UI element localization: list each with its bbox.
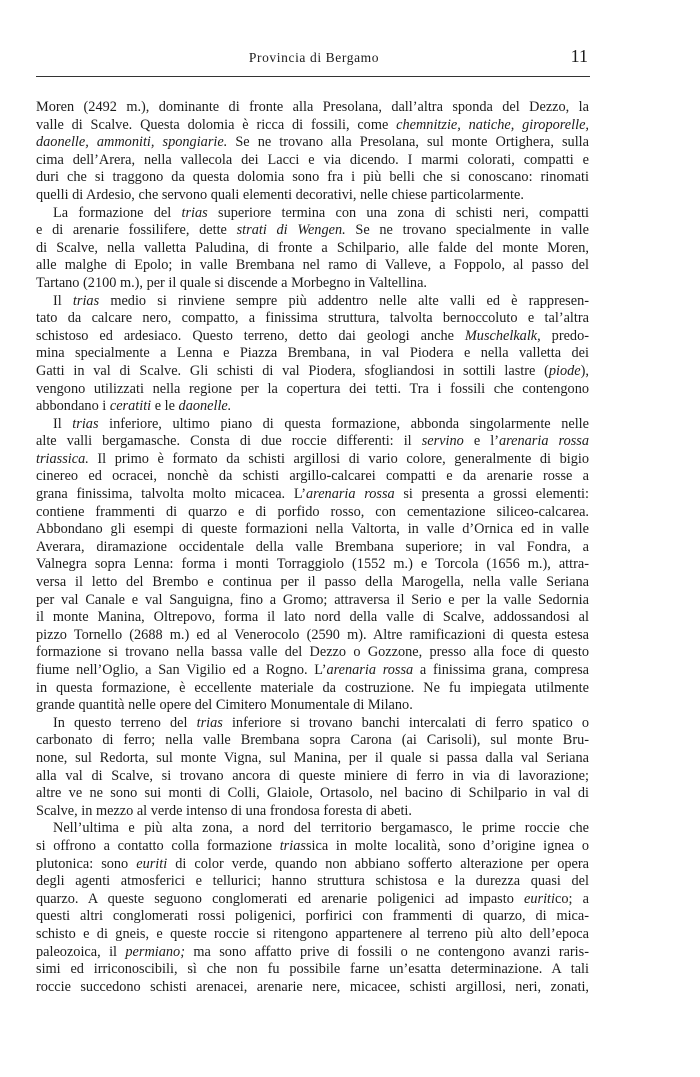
text-line: Il trias medio si rinviene sempre più addentro nelle alte valli ed è rappresen-: [53, 292, 589, 309]
italic-term: arenaria rossa: [498, 433, 590, 450]
text-line: Abbondano gli esempi di queste formazioni nella Valtorta, in valle d’Ornica ed in valle: [36, 521, 589, 538]
text-line: contiene frammenti di quarzo e di porfido rosso, con cementazione siliceo-calcarea.: [36, 503, 589, 520]
text-line: schistoso ed ardesiaco. Questo terreno, detto dai geologi anche Muschelkalk, predo-: [36, 327, 589, 344]
text-line: formazione si trovano nella bassa valle del Dezzo o Gozzone, presso alla foce di questo: [36, 644, 589, 661]
italic-term: arenaria rossa: [306, 486, 395, 503]
text-line: simi ed irriconoscibili, sì che non fu possibile farne un’esatta determinazione. A tali: [36, 961, 589, 978]
text-line: valle di Scalve. Questa dolomia è ricca di fossili, come chemnitzie, natiche, giroporelle,: [36, 116, 589, 133]
page-number: 11: [570, 46, 588, 66]
text-line: alte valli bergamasche. Consta di due roccie differenti: il servino e l’arenaria rossa: [36, 433, 590, 450]
header-rule: [36, 76, 590, 77]
text-line: roccie succedono schisti arenacei, arenarie nere, micacee, schisti argillosi, neri, zonati,: [36, 978, 589, 995]
text-line: e di arenarie fossilifere, dette strati di Wengen. Se ne trovano specialmente in valle: [36, 222, 589, 239]
italic-term: servino: [421, 433, 464, 450]
text-line: triassica. Il primo è formato da schisti argillosi di vario colore, generalmente di bigio: [36, 450, 589, 467]
italic-term: piode: [548, 362, 581, 379]
text-line: La formazione del trias superiore termina con una zona di schisti neri, compatti: [53, 204, 589, 221]
text-line: plutonica: sono euriti di color verde, quando non abbiano sofferto alterazione per opera: [36, 855, 589, 872]
text-line: altre ve ne sono sui monti di Colli, Glaiole, Ortasolo, nel bacino di Schilpario in val di: [36, 785, 589, 802]
text-line: quelli di Ardesio, che servono quali elementi decorativi, nelle chiese particolarmente.: [36, 186, 524, 203]
text-line: alle malghe di Epolo; in valle Brembana nel ramo di Valleve, a Foppolo, al passo del: [36, 257, 589, 274]
text-line: none, sul Redorta, sul monte Vigna, sul Manina, per il quale si passa dalla val Seriana: [36, 749, 589, 766]
text-line: alla val di Scalve, si trovano ancora di queste miniere di ferro in via di lavorazione;: [36, 767, 589, 784]
italic-term: trias: [196, 714, 223, 731]
text-line: fiume nell’Oglio, a San Vigilio ed a Rogno. L’arenaria rossa a finissima grana, compresa: [36, 662, 589, 678]
text-line: grana finissima, talvolta molto micacea. L’arenaria rossa si presenta a grossi elementi:: [36, 486, 589, 503]
body-text: [36, 99, 589, 996]
text-line: si offrono a contatto colla formazione triassica in molte località, sono d’origine ignea o: [36, 837, 589, 854]
text-line: pizzo Tornello (2688 m.) ed al Venerocolo (2590 m). Altre ramificazioni di questa estesa: [36, 626, 589, 643]
text-line: questi altri conglomerati rossi poligenici, porfirici con frammenti di quarzo, di mica-: [36, 908, 589, 925]
italic-term: trias: [279, 837, 306, 854]
text-line: in questa formazione, è eccellente materiale da costruzione. Ne fu impiegata utilmente: [36, 679, 589, 696]
text-line: il monte Manina, Oltrepovo, forma il lato nord della valle di Scalve, addossandosi al: [36, 609, 589, 626]
italic-term: permiano;: [125, 943, 185, 960]
text-line: di Scalve, nella valletta Paludina, di fronte a Schilpario, alle falde del monte Moren,: [36, 239, 589, 256]
text-line: mina specialmente a Lenna e Piazza Brembana, in val Piodera e nella valletta dei: [36, 345, 589, 362]
italic-term: chemnitzie, natiche, giroporelle,: [396, 116, 589, 133]
italic-term: Muschelkalk,: [464, 327, 541, 344]
text-line: schisto e di gneis, e queste roccie si ritengono appartenere al terreno più alto dell’epoca: [36, 925, 589, 942]
text-line: abbondano i ceratiti e le daonelle.: [36, 398, 232, 415]
text-line: In questo terreno del trias inferiore si trovano banchi intercalati di ferro spatico o: [53, 714, 589, 731]
text-line: cima dell’Arera, nella vallecola dei Lacci e via dicendo. I marmi colorati, compatti e: [36, 151, 589, 168]
italic-term: euriti: [524, 890, 556, 907]
text-line: Moren (2492 m.), dominante di fronte alla Presolana, dall’altra sponda del Dezzo, la: [36, 99, 589, 115]
italic-term: ceratiti: [109, 398, 152, 415]
text-line: Scalve, in mezzo al verde intenso di una frondosa foresta di abeti.: [36, 802, 412, 819]
italic-term: triassica.: [36, 450, 89, 467]
italic-term: euriti: [136, 855, 168, 872]
text-line: per val Canale e val Sanguigna, fino a Gromo; attraversa il Serio e per la valle Sedornia: [36, 591, 589, 608]
italic-term: trias: [72, 415, 99, 432]
text-line: grande quantità nelle opere del Cimitero Monumentale di Milano.: [36, 697, 413, 714]
text-line: Valnegra sopra Lenna: forma i monti Torraggiolo (1552 m.) e Torcola (1656 m.), attra-: [36, 556, 589, 573]
text-line: duri che si traggono da questa dolomia sono fra i più belli che si conoscano: rinomati: [36, 169, 589, 186]
italic-term: strati di Wengen.: [236, 222, 346, 239]
text-line: versa il letto del Brembo e continua per il passo della Marogella, nella valle Seriana: [36, 574, 589, 591]
text-line: paleozoica, il permiano; ma sono affatto prive di fossili o ne contengono avanzi raris-: [36, 943, 589, 960]
text-line: tato da calcare nero, compatto, a finissima struttura, talvolta bernoccoluto e tal’altra: [36, 310, 589, 327]
text-line: carbonato di ferro; nella valle Brembana sopra Carona (ai Carisoli), sul monte Bru-: [36, 732, 589, 749]
text-line: Nell’ultima e più alta zona, a nord del territorio bergamasco, le prime roccie che: [53, 820, 589, 837]
text-line: daonelle, ammoniti, spongiarie. Se ne trovano alla Presolana, sul monte Ortighera, sulla: [36, 134, 589, 151]
italic-term: trias: [181, 204, 208, 221]
text-line: Tartano (2100 m.), per il quale si discende a Morbegno in Valtellina.: [36, 274, 427, 291]
running-header: [40, 46, 588, 72]
italic-term: trias: [72, 292, 100, 309]
text-line: vengono utilizzati nella regione per la copertura dei tetti. Tra i fossili che contengono: [36, 380, 589, 397]
text-line: Il trias inferiore, ultimo piano di questa formazione, abbonda singolarmente nelle: [53, 415, 589, 432]
italic-term: daonelle, ammoniti, spongiarie.: [36, 134, 228, 151]
header-title: Provincia di Bergamo: [248, 50, 380, 65]
text-line: degli agenti atmosferici e tellurici; hanno struttura schistosa e la durezza quasi del: [36, 873, 589, 890]
italic-term: daonelle.: [178, 398, 232, 415]
text-line: Averara, diramazione occidentale della valle Brembana superiore; in val Fondra, a: [36, 538, 589, 555]
text-line: cinereo ed ocracei, nonchè da schisti argillo-calcarei compatti e da arenarie rosse a: [36, 468, 589, 485]
italic-term: arenaria rossa: [326, 662, 414, 678]
text-line: Gatti in val di Scalve. Gli schisti di val Piodera, sfogliandosi in sottili lastre (piode),: [36, 362, 589, 379]
text-line: quarzo. A queste seguono conglomerati ed arenarie poligenici ad impasto euritico; a: [36, 890, 590, 907]
